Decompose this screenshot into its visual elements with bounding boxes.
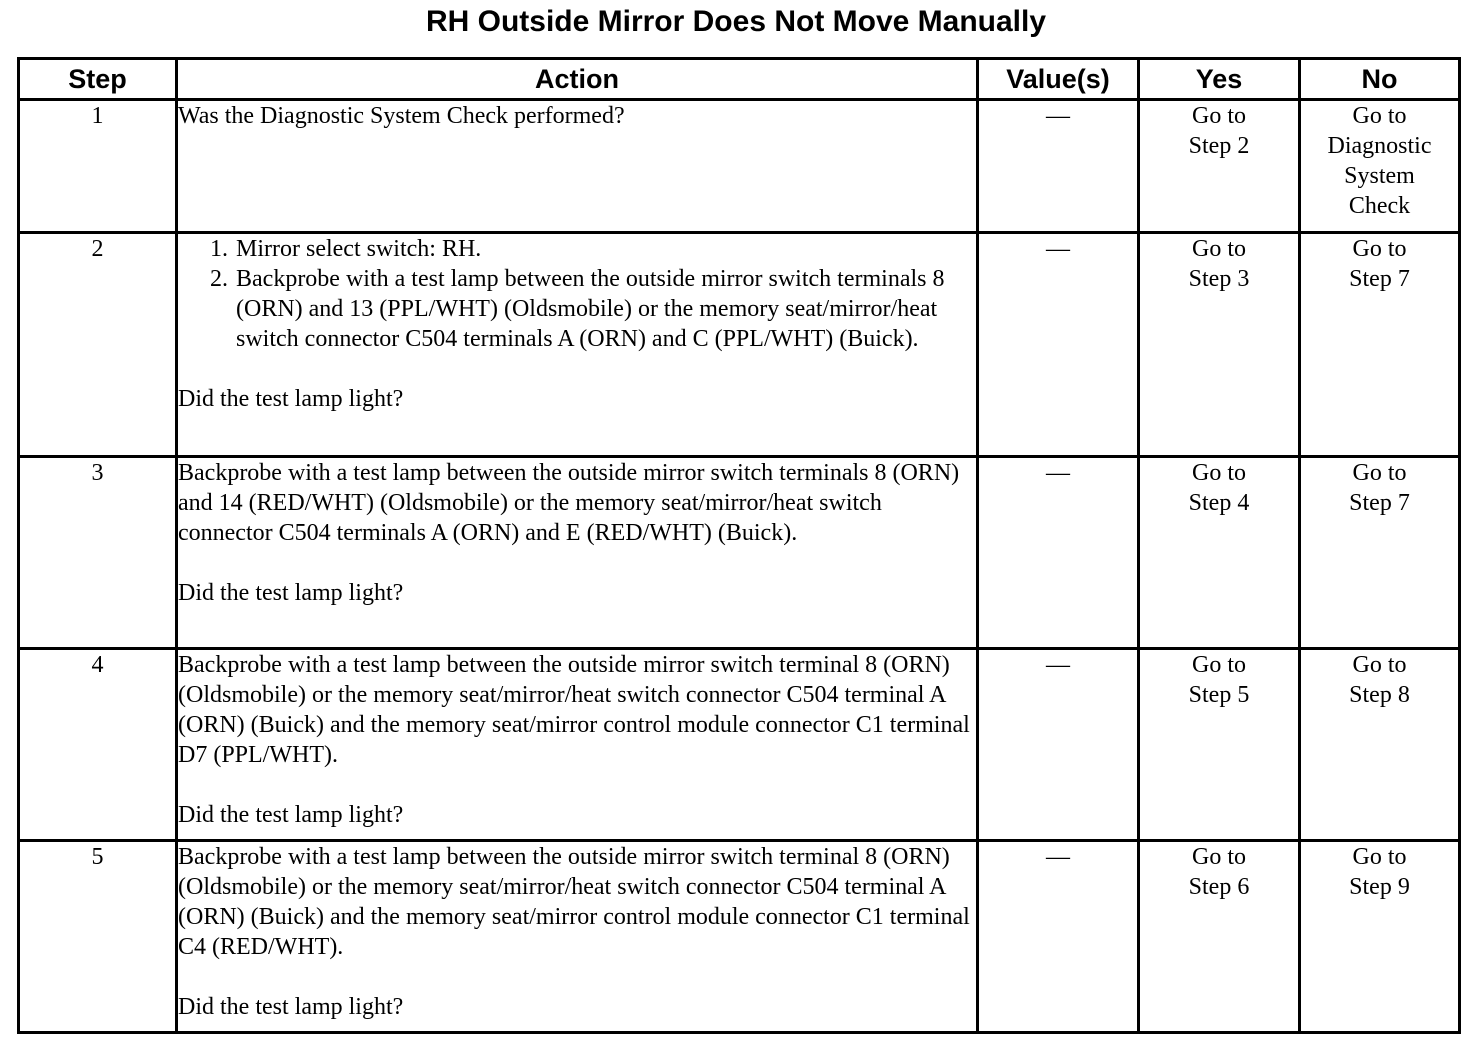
- yes-cell: [1139, 649, 1300, 841]
- action-cell: [177, 457, 978, 649]
- action-question: Did the test lamp light?: [178, 386, 404, 412]
- table-row: [19, 233, 1460, 457]
- action-cell: [177, 649, 978, 841]
- action-list-item: 1. Mirror select switch: RH.: [234, 234, 976, 264]
- value-cell: —: [978, 100, 1139, 233]
- value-cell: —: [978, 457, 1139, 649]
- value-cell: —: [978, 649, 1139, 841]
- no-text: Go to Diagnostic System Check: [1327, 103, 1432, 219]
- action-list: [178, 234, 976, 354]
- no-cell: [1300, 233, 1460, 457]
- no-text: Go to Step 9: [1349, 844, 1410, 900]
- step-number: 3: [19, 457, 177, 649]
- action-question: Did the test lamp light?: [178, 580, 404, 606]
- no-text: Go to Step 7: [1349, 236, 1410, 292]
- yes-cell: [1139, 233, 1300, 457]
- header-values: Value(s): [978, 59, 1139, 100]
- step-number: 1: [19, 100, 177, 233]
- action-text: Was the Diagnostic System Check performed?: [178, 103, 625, 129]
- step-number: 5: [19, 841, 177, 1033]
- header-action: Action: [177, 59, 978, 100]
- diagnostic-table: [17, 57, 1461, 1034]
- action-question: Did the test lamp light?: [178, 994, 404, 1020]
- no-text: Go to Step 8: [1349, 652, 1410, 708]
- header-no: No: [1300, 59, 1460, 100]
- yes-cell: [1139, 841, 1300, 1033]
- action-question: Did the test lamp light?: [178, 802, 404, 828]
- yes-text: Go to Step 4: [1188, 460, 1250, 516]
- no-cell: [1300, 841, 1460, 1033]
- no-cell: [1300, 100, 1460, 233]
- action-text: Backprobe with a test lamp between the outside mirror switch terminal 8 (ORN) (Oldsmobile) or the memory seat/mirror/heat switch connector C504 terminal A (ORN) (Buick) and the memory seat/mirror control module connector C1 terminal D7 (PPL/WHT).: [178, 652, 970, 768]
- action-list-item: 2. Backprobe with a test lamp between the outside mirror switch terminals 8 (ORN) and 13 (PPL/WHT) (Oldsmobile) or the memory seat/mirror/heat switch connector C504 terminals A (ORN) and C (PPL/WHT) (Buick).: [234, 264, 976, 354]
- header-row: [19, 59, 1460, 100]
- step-number: 2: [19, 233, 177, 457]
- action-cell: [177, 841, 978, 1033]
- table-row: [19, 457, 1460, 649]
- step-number: 4: [19, 649, 177, 841]
- table-row: [19, 841, 1460, 1033]
- action-text: Backprobe with a test lamp between the outside mirror switch terminal 8 (ORN) (Oldsmobile) or the memory seat/mirror/heat switch connector C504 terminal A (ORN) (Buick) and the memory seat/mirror control module connector C1 terminal C4 (RED/WHT).: [178, 844, 970, 960]
- page-title: RH Outside Mirror Does Not Move Manually: [425, 5, 1047, 38]
- value-cell: —: [978, 233, 1139, 457]
- table-row: [19, 649, 1460, 841]
- value-cell: —: [978, 841, 1139, 1033]
- yes-text: Go to Step 3: [1188, 236, 1250, 292]
- action-cell: [177, 233, 978, 457]
- yes-text: Go to Step 2: [1188, 103, 1250, 159]
- yes-text: Go to Step 5: [1188, 652, 1250, 708]
- action-text: Backprobe with a test lamp between the outside mirror switch terminals 8 (ORN) and 14 (RED/WHT) (Oldsmobile) or the memory seat/mirror/heat switch connector C504 terminals A (ORN) and E (RED/WHT) (Buick).: [178, 460, 960, 546]
- table-row: [19, 100, 1460, 233]
- no-text: Go to Step 7: [1349, 460, 1410, 516]
- no-cell: [1300, 649, 1460, 841]
- yes-cell: [1139, 457, 1300, 649]
- no-cell: [1300, 457, 1460, 649]
- yes-text: Go to Step 6: [1188, 844, 1250, 900]
- header-step: Step: [19, 59, 177, 100]
- action-cell: [177, 100, 978, 233]
- yes-cell: [1139, 100, 1300, 233]
- header-yes: Yes: [1139, 59, 1300, 100]
